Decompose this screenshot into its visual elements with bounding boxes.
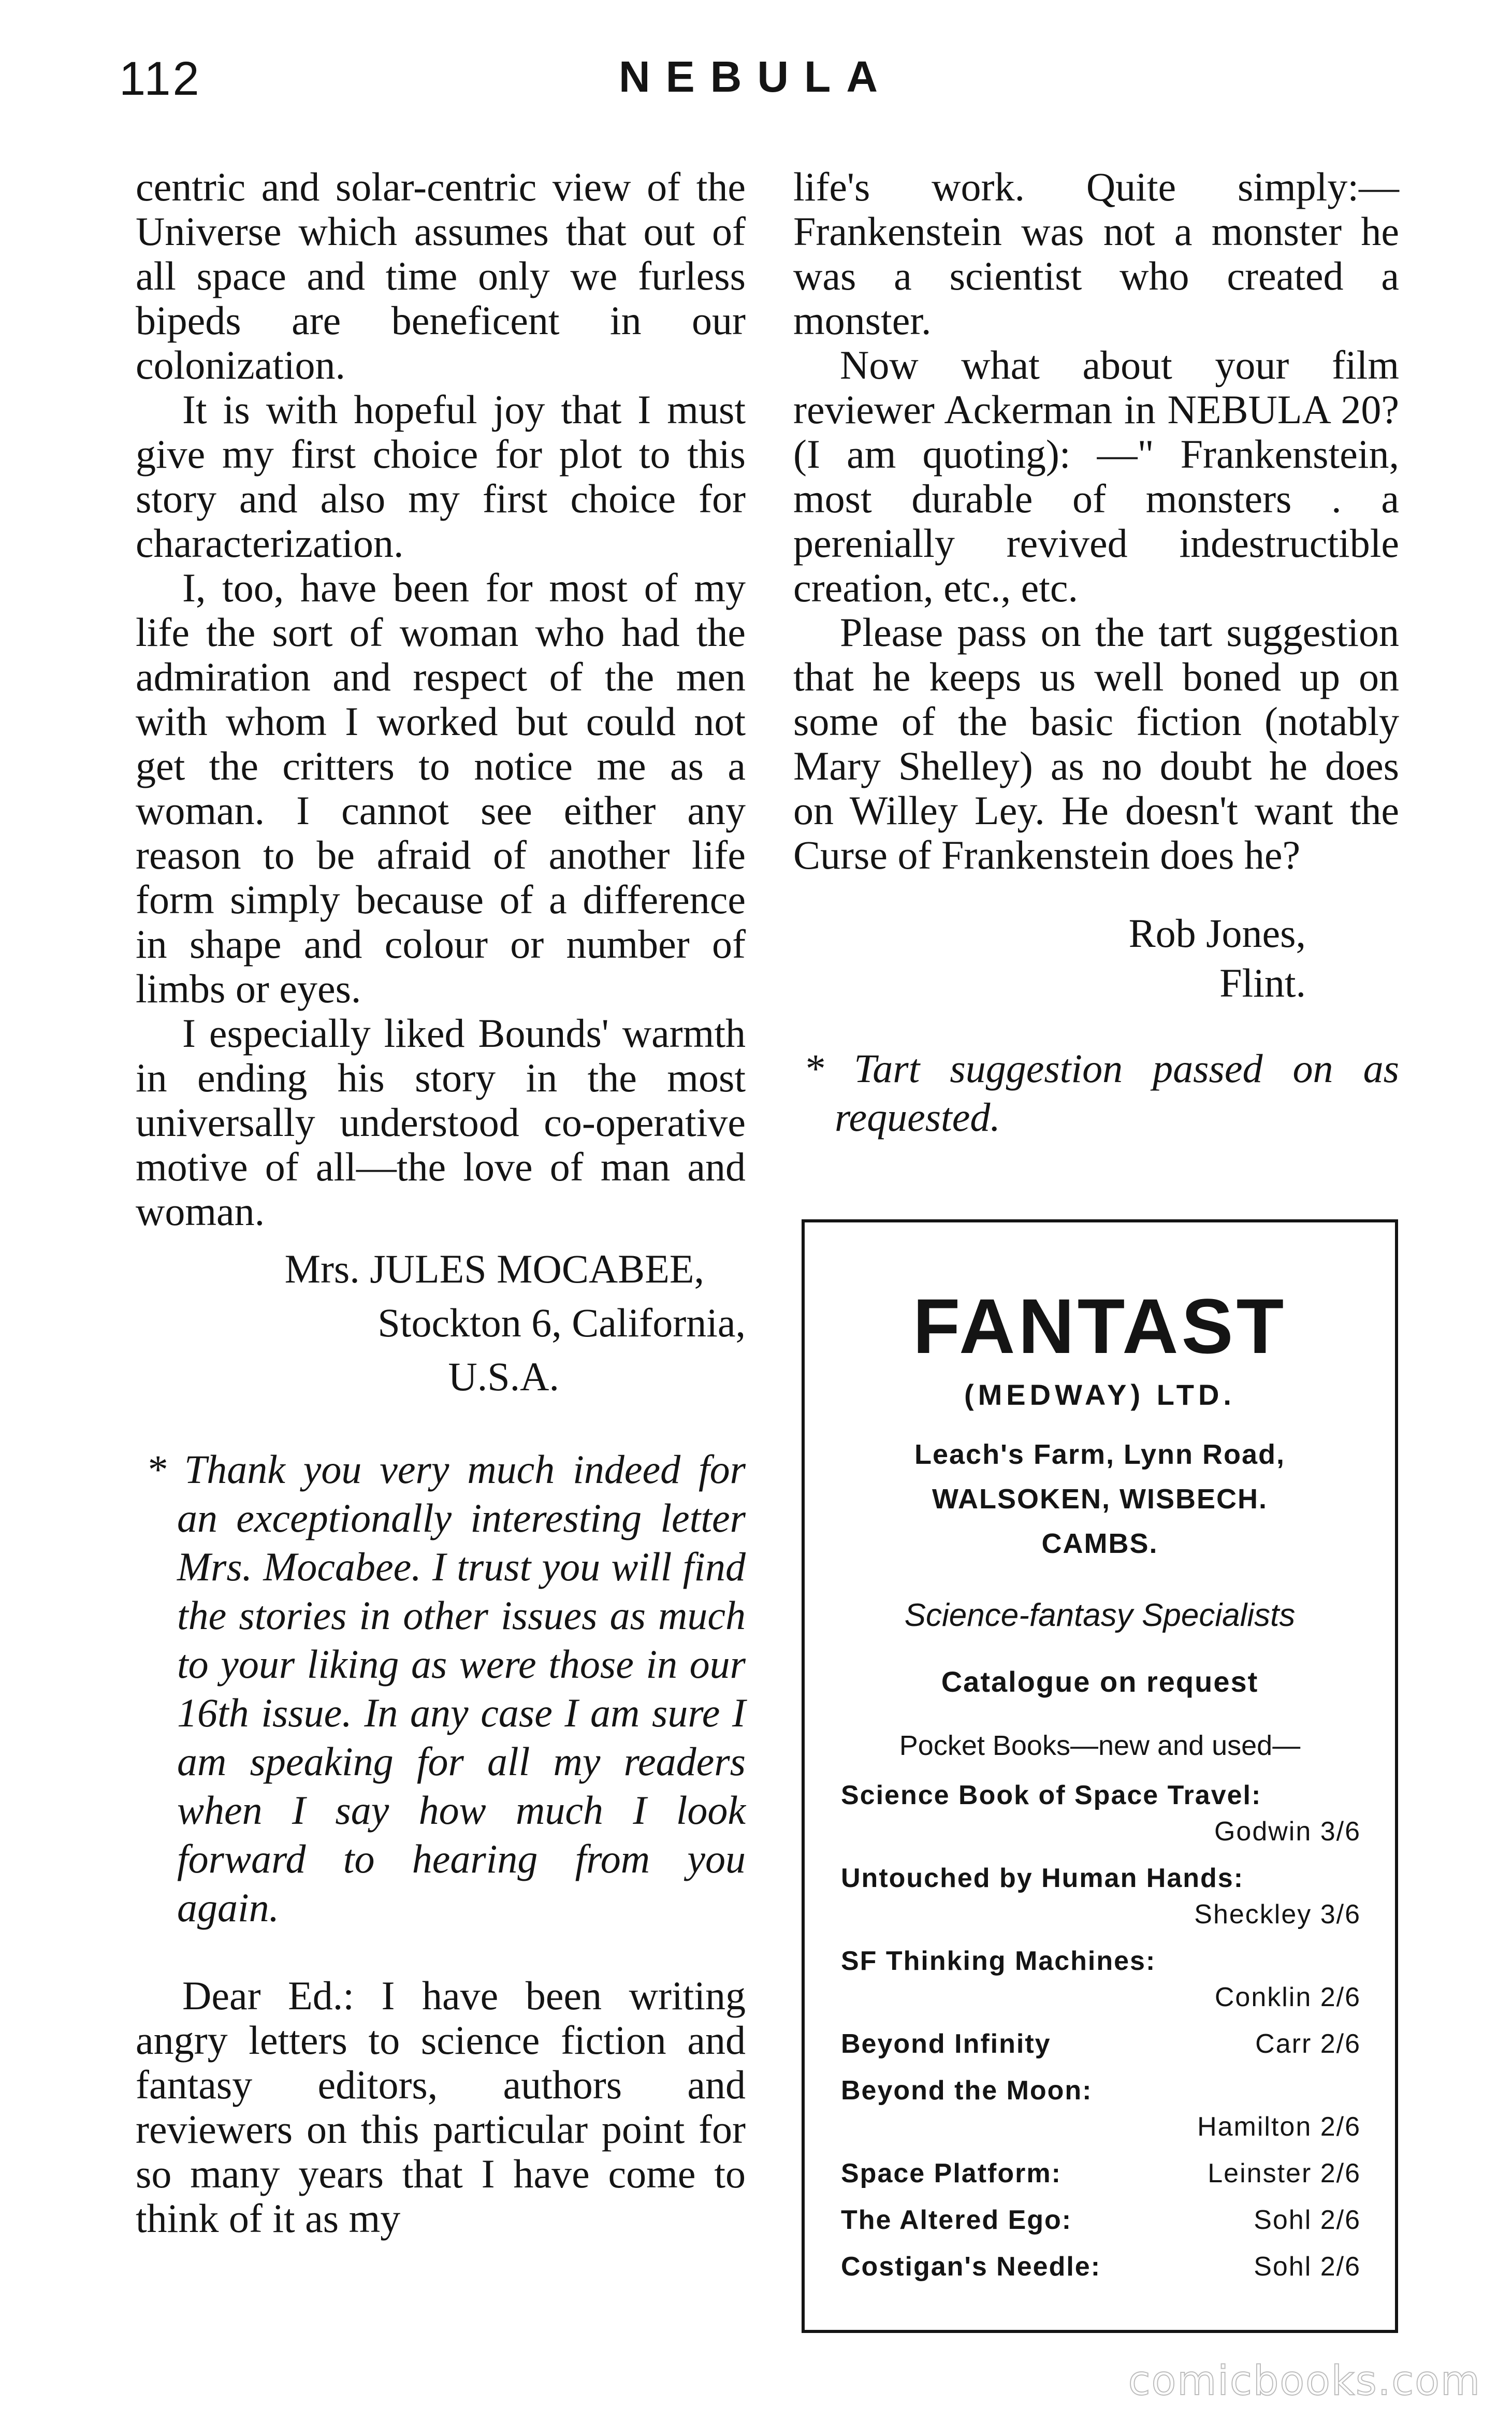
editor-note: * Thank you very much indeed for an exceptionally interesting letter Mrs. Mocabee. I trust you will find the stories in other issues as much to your liking as were those in our 16th issue. In any case I am sure I am speaking for all my readers when I say how much I look forward to hearing from you again. bbox=[146, 1447, 746, 1930]
letter-paragraph: Now what about your film reviewer Ackerman in NEBULA 20? (I am quoting): —" Frankenstein, most durable of monsters . a perenially revived indestructible creation, etc., etc. bbox=[793, 342, 1399, 610]
book-title: Space Platform: bbox=[841, 2158, 1062, 2188]
signature-name: Mrs. JULES MOCABEE, bbox=[284, 1246, 704, 1291]
editor-note: * Tart suggestion passed on as requested. bbox=[804, 1046, 1399, 1140]
book-title: Beyond the Moon: bbox=[841, 2076, 1093, 2106]
next-letter-paragraph: Dear Ed.: I have been writing angry letters to science fiction and fantasy editors, authors and reviewers on this particular point for so many years that I have come to think of it as my bbox=[136, 1973, 746, 2241]
letter-paragraph: I especially liked Bounds' warmth in ending his story in the most universally understood co-operative motive of all—the love of man and woman. bbox=[136, 1011, 746, 1234]
book-item bbox=[841, 2026, 1361, 2062]
book-author-price: Godwin 3/6 bbox=[1214, 1817, 1361, 1847]
signature-city: Stockton 6, California, bbox=[377, 1300, 746, 1345]
advert-catalogue: Catalogue on request bbox=[941, 1665, 1259, 1698]
signature-country: U.S.A. bbox=[448, 1354, 559, 1399]
letter-signature bbox=[136, 1242, 746, 1404]
book-author-price: Sheckley 3/6 bbox=[1194, 1899, 1361, 1929]
book-title: SF Thinking Machines: bbox=[841, 1946, 1156, 1976]
book-author-price: Conklin 2/6 bbox=[1214, 1982, 1361, 2012]
page-number: 112 bbox=[119, 52, 201, 105]
book-author-price: Carr 2/6 bbox=[1255, 2029, 1361, 2059]
book-title: Untouched by Human Hands: bbox=[841, 1863, 1244, 1893]
book-item bbox=[841, 2155, 1361, 2192]
book-item bbox=[841, 1777, 1361, 1850]
letter-paragraph: life's work. Quite simply:— Frankenstein was not a monster he was a scientist who created a monster. bbox=[793, 164, 1399, 343]
letter-paragraph: It is with hopeful joy that I must give my first choice for plot to this story and also my first choice for characterization. bbox=[136, 387, 746, 566]
book-author-price: Hamilton 2/6 bbox=[1197, 2112, 1361, 2142]
address-line: WALSOKEN, WISBECH. bbox=[932, 1483, 1268, 1515]
left-column bbox=[136, 165, 746, 2241]
book-item bbox=[841, 1860, 1361, 1933]
page-header bbox=[0, 52, 1512, 114]
book-item bbox=[841, 1943, 1361, 2015]
book-author-price: Sohl 2/6 bbox=[1254, 2252, 1361, 2282]
book-title: Costigan's Needle: bbox=[841, 2252, 1101, 2282]
running-title: NEBULA bbox=[619, 52, 893, 101]
letter-paragraph: Please pass on the tart suggestion that he keeps us well boned up on some of the basic fiction (notably Mary Shelley) as no doubt he does on Willey Ley. He doesn't want the Curse of Frankenstein does he? bbox=[793, 610, 1399, 877]
book-author-price: Leinster 2/6 bbox=[1208, 2158, 1361, 2188]
address-line: Leach's Farm, Lynn Road, bbox=[914, 1439, 1285, 1470]
book-author-price: Sohl 2/6 bbox=[1254, 2205, 1361, 2235]
letter-paragraph: centric and solar-centric view of the Universe which assumes that out of all space and time only we furless bipeds are beneficent in our colonization. bbox=[136, 164, 746, 387]
advert-pocket-books: Pocket Books—new and used— bbox=[899, 1730, 1301, 1761]
advert-address bbox=[805, 1432, 1395, 1566]
book-item bbox=[841, 2202, 1361, 2238]
book-title: The Altered Ego: bbox=[841, 2205, 1072, 2235]
advert-tagline: Science-fantasy Specialists bbox=[904, 1597, 1296, 1633]
letter-paragraph: I, too, have been for most of my life the sort of woman who had the admiration and respect of the men with whom I worked but could not get the critters to notice me as a woman. I cannot see either any reason to be afraid of another life form simply because of a difference in shape and colour or number of limbs or eyes. bbox=[136, 565, 746, 1011]
letter-signature bbox=[793, 909, 1399, 1008]
advert-name: FANTAST bbox=[912, 1283, 1287, 1370]
right-column bbox=[793, 165, 1399, 1142]
address-line: CAMBS. bbox=[1041, 1528, 1158, 1559]
signature-city: Flint. bbox=[1219, 960, 1306, 1005]
site-watermark: comicbooks.com bbox=[1128, 2358, 1481, 2404]
advert-subtitle: (MEDWAY) LTD. bbox=[964, 1378, 1235, 1411]
book-title: Science Book of Space Travel: bbox=[841, 1780, 1262, 1810]
book-title: Beyond Infinity bbox=[841, 2029, 1051, 2059]
signature-name: Rob Jones, bbox=[1128, 911, 1306, 956]
book-item bbox=[841, 2249, 1361, 2285]
fantast-advert bbox=[802, 1219, 1398, 2333]
book-item bbox=[841, 2072, 1361, 2145]
book-list bbox=[841, 1777, 1361, 2285]
